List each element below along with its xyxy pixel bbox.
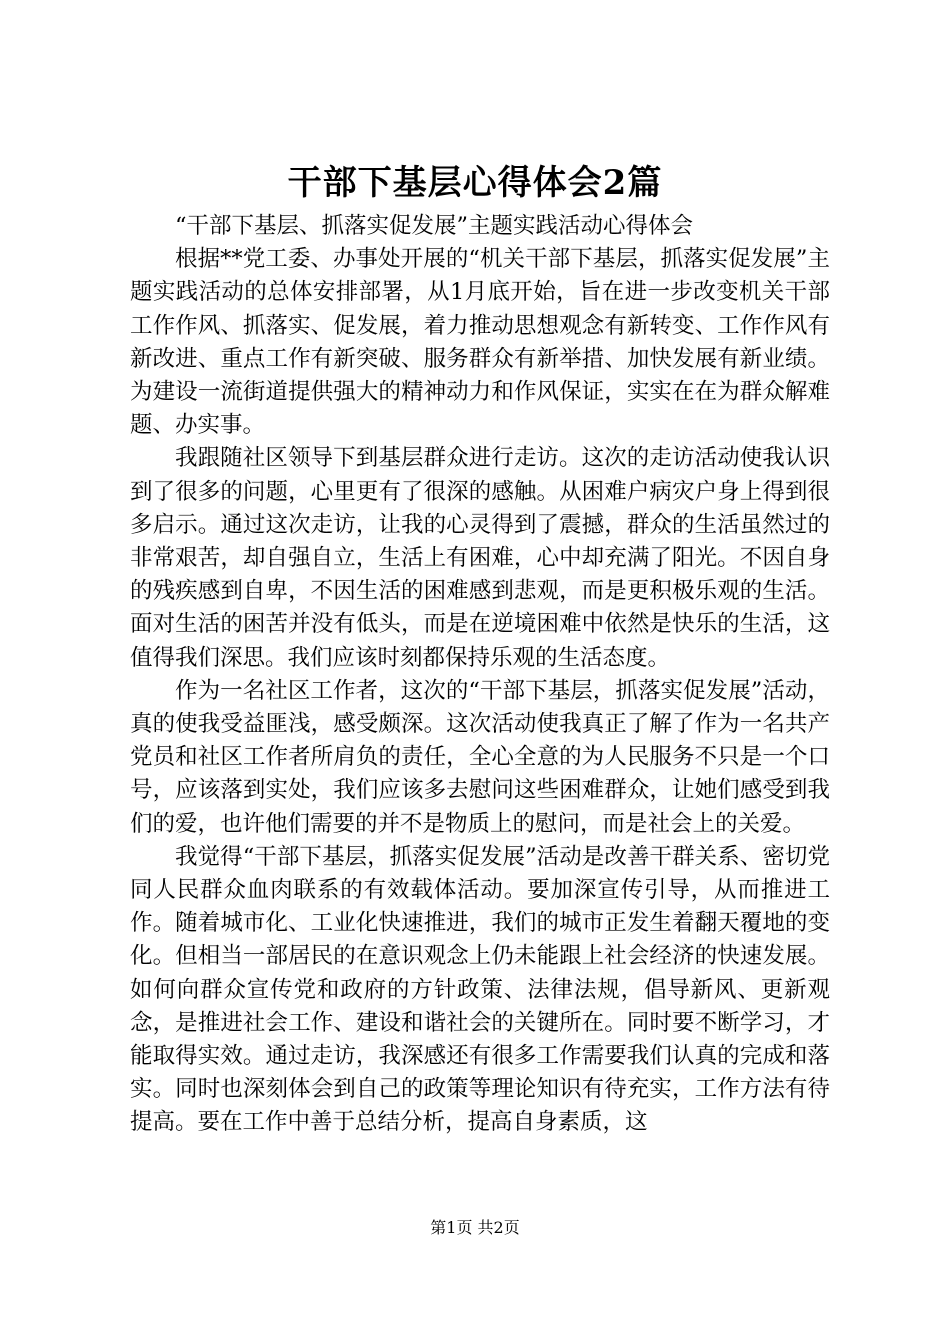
document-subtitle: “干部下基层、抓落实促发展”主题实践活动心得体会 — [175, 213, 694, 239]
paragraph-3: 作为一名社区工作者，这次的“干部下基层，抓落实促发展”活动，真的使我受益匪浅，感受颇深。这次活动使我真正了解了作为一名共产党员和社区工作者所肩负的责任，全心全意的为人民服务不只是一个口号，应该落到实处，我们应该多去慰问这些困难群众，让她们感受到我们的爱，也许他们需要的并不是物质上的慰问，而是社会上的关爱。 — [130, 677, 830, 837]
document-body — [130, 210, 830, 1140]
paragraph-4: 我觉得“干部下基层，抓落实促发展”活动是改善干群关系、密切党同人民群众血肉联系的有效载体活动。要加深宣传引导，从而推进工作。随着城市化、工业化快速推进，我们的城市正发生着翻天覆地的变化。但相当一部居民的在意识观念上仍未能跟上社会经济的快速发展。如何向群众宣传党和政府的方针政策、法律法规，倡导新风、更新观念，是推进社会工作、建设和谐社会的关键所在。同时要不断学习，才能取得实效。通过走访，我深感还有很多工作需要我们认真的完成和落实。同时也深刻体会到自己的政策等理论知识有待充实，工作方法有待提高。要在工作中善于总结分析，提高自身素质，这 — [130, 843, 830, 1136]
document-title: 干部下基层心得体会2篇 — [287, 163, 663, 203]
page-number-footer: 第1页 共2页 — [430, 1218, 520, 1237]
paragraph-1: 根据**党工委、办事处开展的“机关干部下基层，抓落实促发展”主题实践活动的总体安排部署，从1月底开始，旨在进一步改变机关干部工作作风、抓落实、促发展，着力推动思想观念有新转变、工作作风有新改进、重点工作有新突破、服务群众有新举措、加快发展有新业绩。为建设一流街道提供强大的精神动力和作风保证，实实在在为群众解难题、办实事。 — [130, 246, 830, 439]
paragraph-2: 我跟随社区领导下到基层群众进行走访。这次的走访活动使我认识到了很多的问题，心里更有了很深的感触。从困难户病灾户身上得到很多启示。通过这次走访，让我的心灵得到了震撼，群众的生活虽然过的非常艰苦，却自强自立，生活上有困难，心中却充满了阳光。不因自身的残疾感到自卑，不因生活的困难感到悲观，而是更积极乐观的生活。面对生活的困苦并没有低头，而是在逆境困难中依然是快乐的生活，这值得我们深思。我们应该时刻都保持乐观的生活态度。 — [130, 445, 830, 671]
